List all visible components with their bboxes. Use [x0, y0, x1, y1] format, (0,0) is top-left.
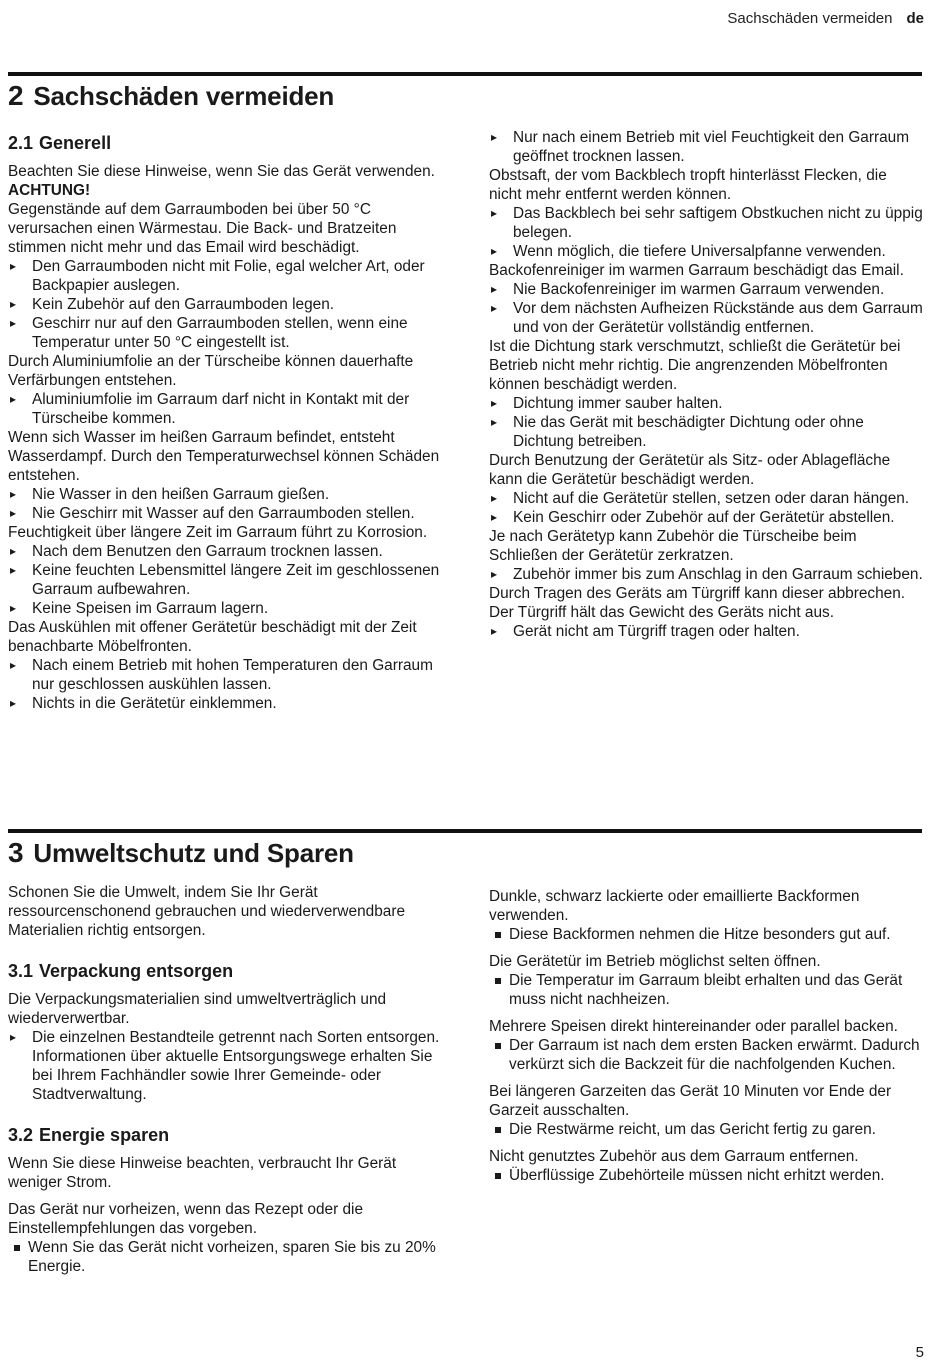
paragraph: Das Gerät nur vorheizen, wenn das Rezept oder die Einstellempfehlungen das vorgeben. [8, 1201, 364, 1237]
paragraph: Je nach Gerätetyp kann Zubehör die Türscheibe beim Schließen der Gerätetür zerkratzen. [489, 528, 857, 564]
list-item: ▸ Nie Geschirr mit Wasser auf den Garraumboden stellen. [8, 504, 442, 523]
subsection-title: Energie sparen [39, 1125, 170, 1145]
paragraph: Durch Tragen des Geräts am Türgriff kann dieser abbrechen. Der Türgriff hält das Gewicht des Geräts nicht aus. [489, 585, 906, 621]
paragraph: Ist die Dichtung stark verschmutzt, schließt die Gerätetür bei Betrieb nicht mehr richtig. Die angrenzenden Möbelfronten können beschädigt werden. [489, 338, 901, 393]
section-2-right-column [489, 128, 923, 641]
paragraph: Bei längeren Garzeiten das Gerät 10 Minuten vor Ende der Garzeit ausschalten. [489, 1083, 892, 1119]
paragraph: Nicht genutztes Zubehör aus dem Garraum entfernen. [489, 1148, 859, 1165]
list-item: ▸ Nie das Gerät mit beschädigter Dichtung oder ohne Dichtung betreiben. [489, 413, 923, 451]
bullet-list [489, 1120, 923, 1139]
paragraph: Durch Benutzung der Gerätetür als Sitz- oder Ablagefläche kann die Gerätetür beschädigt werden. [489, 452, 891, 488]
bullet-list [8, 390, 442, 428]
bullet-list [489, 622, 923, 641]
section-rule [8, 829, 922, 833]
list-item: ▸ Wenn möglich, die tiefere Universalpfanne verwenden. [489, 242, 923, 261]
bullet-list [489, 565, 923, 584]
paragraph: Die Verpackungsmaterialien sind umweltverträglich und wiederverwertbar. [8, 991, 387, 1027]
section-3-heading [8, 837, 354, 869]
paragraph: Backofenreiniger im warmen Garraum beschädigt das Email. [489, 262, 904, 279]
subsection-title: Verpackung entsorgen [39, 961, 234, 981]
list-item: ▸ Nicht auf die Gerätetür stellen, setzen oder daran hängen. [489, 489, 923, 508]
list-item: Die Restwärme reicht, um das Gericht fertig zu garen. [489, 1120, 923, 1139]
paragraph: Wenn Sie diese Hinweise beachten, verbraucht Ihr Gerät weniger Strom. [8, 1155, 397, 1191]
paragraph: Beachten Sie diese Hinweise, wenn Sie das Gerät verwenden. [8, 163, 435, 180]
subsection-heading [8, 960, 442, 982]
paragraph: Obstsaft, der vom Backblech tropft hinterlässt Flecken, die nicht mehr entfernt werden können. [489, 167, 887, 203]
paragraph: Gegenstände auf dem Garraumboden bei über 50 °C verursachen einen Wärmestau. Die Back- und Bratzeiten stimmen nicht mehr und das Email wird beschädigt. [8, 201, 397, 256]
header-title: Sachschäden vermeiden [727, 10, 893, 27]
section-number: 3 [8, 837, 24, 868]
running-header [727, 10, 924, 27]
bullet-list [489, 489, 923, 527]
list-item: ▸ Gerät nicht am Türgriff tragen oder halten. [489, 622, 923, 641]
list-item-note: Informationen über aktuelle Entsorgungswege erhalten Sie bei Ihrem Fachhändler sowie Ihrer Gemeinde- oder Stadtverwaltung. [32, 1048, 433, 1103]
list-item: ▸ Dichtung immer sauber halten. [489, 394, 923, 413]
list-item: ▸ Vor dem nächsten Aufheizen Rückstände aus dem Garraum und von der Gerätetür vollständig entfernen. [489, 299, 923, 337]
section-title: Sachschäden vermeiden [33, 81, 335, 111]
paragraph: Das Auskühlen mit offener Gerätetür beschädigt mit der Zeit benachbarte Möbelfronten. [8, 619, 417, 655]
bullet-list [489, 394, 923, 451]
list-item: ▸ Zubehör immer bis zum Anschlag in den Garraum schieben. [489, 565, 923, 584]
list-item: ▸ Kein Zubehör auf den Garraumboden legen. [8, 295, 442, 314]
section-rule [8, 72, 922, 76]
list-item: ▸ Nur nach einem Betrieb mit viel Feuchtigkeit den Garraum geöffnet trocknen lassen. [489, 128, 923, 166]
subsection-number: 3.2 [8, 1125, 34, 1145]
bullet-list [8, 485, 442, 523]
paragraph: Durch Aluminiumfolie an der Türscheibe können dauerhafte Verfärbungen entstehen. [8, 353, 414, 389]
list-item: ▸ Keine Speisen im Garraum lagern. [8, 599, 442, 618]
list-item: ▸ Nie Wasser in den heißen Garraum gießen. [8, 485, 442, 504]
header-language: de [906, 10, 924, 27]
list-item: ▸ Das Backblech bei sehr saftigem Obstkuchen nicht zu üppig belegen. [489, 204, 923, 242]
section-number: 2 [8, 80, 24, 111]
subsection-number: 3.1 [8, 961, 34, 981]
subsection-title: Generell [39, 133, 112, 153]
list-item: Die Temperatur im Garraum bleibt erhalten und das Gerät muss nicht nachheizen. [489, 971, 923, 1009]
list-item: ▸ Kein Geschirr oder Zubehör auf der Gerätetür abstellen. [489, 508, 923, 527]
list-item: Überflüssige Zubehörteile müssen nicht erhitzt werden. [489, 1166, 923, 1185]
list-item: ▸ Keine feuchten Lebensmittel längere Zeit im geschlossenen Garraum aufbewahren. [8, 561, 442, 599]
bullet-list [489, 1166, 923, 1185]
list-item: Der Garraum ist nach dem ersten Backen erwärmt. Dadurch verkürzt sich die Backzeit für die nachfolgenden Kuchen. [489, 1036, 923, 1074]
section-3-left-column [8, 883, 442, 1276]
paragraph: Die Gerätetür im Betrieb möglichst selten öffnen. [489, 953, 821, 970]
section-2-heading [8, 80, 334, 112]
bullet-list [8, 1238, 442, 1276]
bullet-list [489, 280, 923, 337]
list-item: ▸ Aluminiumfolie im Garraum darf nicht in Kontakt mit der Türscheibe kommen. [8, 390, 442, 428]
bullet-list [489, 925, 923, 944]
subsection-number: 2.1 [8, 133, 34, 153]
list-item: Diese Backformen nehmen die Hitze besonders gut auf. [489, 925, 923, 944]
bullet-list [8, 257, 442, 352]
list-item: ▸ Den Garraumboden nicht mit Folie, egal welcher Art, oder Backpapier auslegen. [8, 257, 442, 295]
list-item: ▸ Nach dem Benutzen den Garraum trocknen lassen. [8, 542, 442, 561]
section-title: Umweltschutz und Sparen [33, 838, 354, 868]
list-item: ▸ Nichts in die Gerätetür einklemmen. [8, 694, 442, 713]
list-item: ▸ Nach einem Betrieb mit hohen Temperaturen den Garraum nur geschlossen auskühlen lassen. [8, 656, 442, 694]
bullet-list [8, 656, 442, 713]
bullet-list [489, 204, 923, 261]
paragraph: Schonen Sie die Umwelt, indem Sie Ihr Gerät ressourcenschonend gebrauchen und wiederverwendbare Materialien richtig entsorgen. [8, 884, 406, 939]
paragraph: Wenn sich Wasser im heißen Garraum befindet, entsteht Wasserdampf. Durch den Temperaturwechsel können Schäden entstehen. [8, 429, 440, 484]
subsection-heading [8, 132, 442, 154]
paragraph: Feuchtigkeit über längere Zeit im Garraum führt zu Korrosion. [8, 524, 428, 541]
bullet-list [8, 1028, 442, 1104]
section-2-left-column [8, 132, 442, 713]
list-item: ▸ Geschirr nur auf den Garraumboden stellen, wenn eine Temperatur unter 50 °C eingestellt ist. [8, 314, 442, 352]
bullet-list [489, 971, 923, 1009]
subsection-heading [8, 1124, 442, 1146]
paragraph: Mehrere Speisen direkt hintereinander oder parallel backen. [489, 1018, 898, 1035]
bullet-list [489, 128, 923, 166]
bullet-list [489, 1036, 923, 1074]
paragraph: Dunkle, schwarz lackierte oder emaillierte Backformen verwenden. [489, 888, 860, 924]
section-3-right-column [489, 887, 923, 1185]
warning-label: ACHTUNG! [8, 182, 91, 199]
bullet-list [8, 542, 442, 618]
list-item: Wenn Sie das Gerät nicht vorheizen, sparen Sie bis zu 20% Energie. [8, 1238, 442, 1276]
page-number: 5 [915, 1344, 924, 1361]
list-item-text: Die einzelnen Bestandteile getrennt nach Sorten entsorgen. [32, 1029, 440, 1046]
list-item: ▸ Nie Backofenreiniger im warmen Garraum verwenden. [489, 280, 923, 299]
list-item [8, 1028, 442, 1104]
